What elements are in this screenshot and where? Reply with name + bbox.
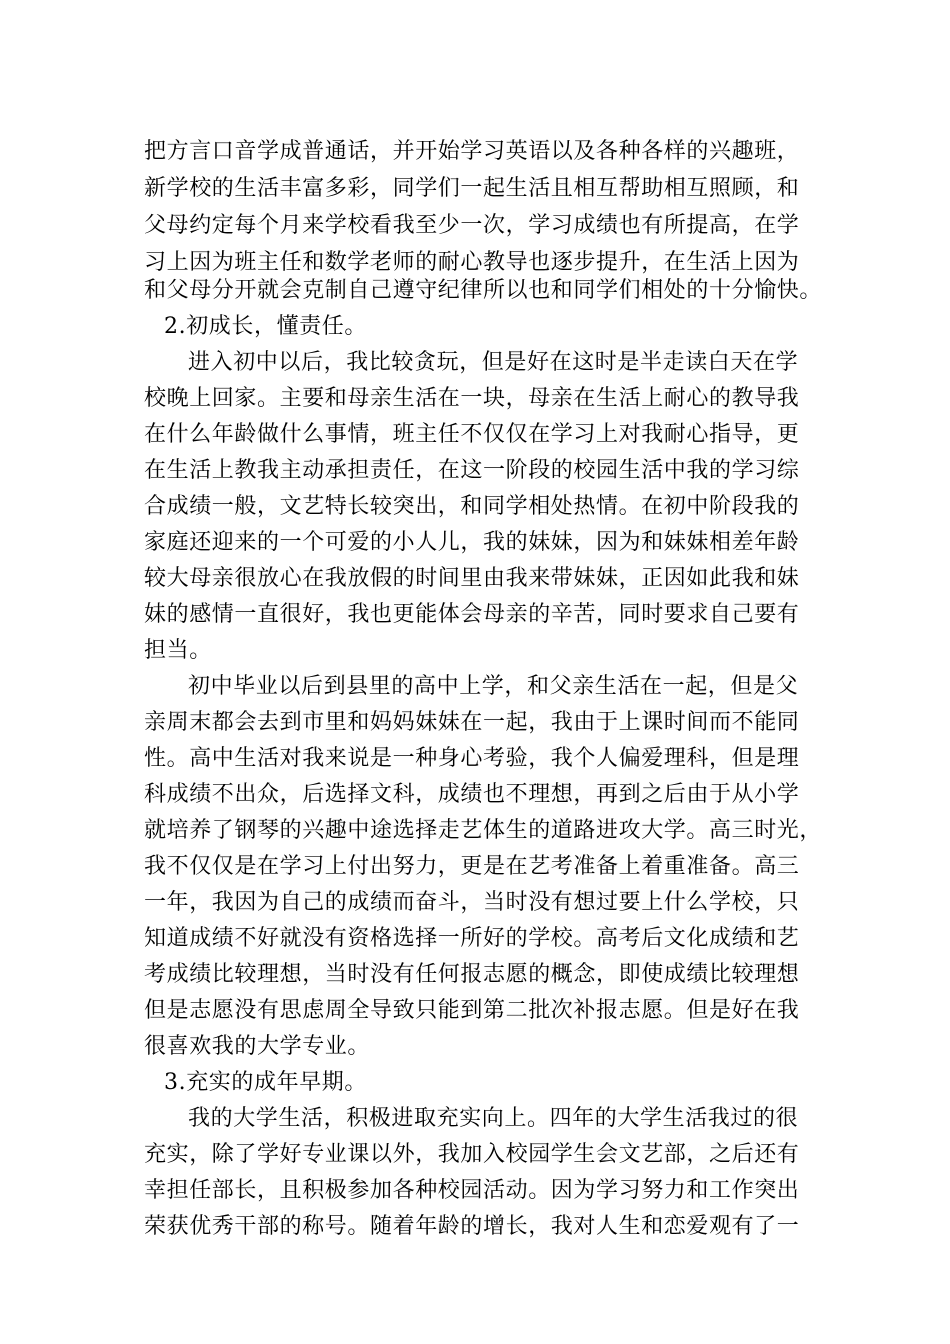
text-line: 合成绩一般，文艺特长较突出，和同学相处热情。在初中阶段我的 — [144, 494, 800, 519]
text-line: 很喜欢我的大学专业。 — [144, 1034, 371, 1059]
text-line: 充实，除了学好专业课以外，我加入校园学生会文艺部，之后还有 — [144, 1142, 800, 1167]
text-line: 考成绩比较理想，当时没有任何报志愿的概念，即使成绩比较理想 — [144, 962, 800, 987]
text-line: 知道成绩不好就没有资格选择一所好的学校。高考后文化成绩和艺 — [144, 926, 800, 951]
text-line: 就培养了钢琴的兴趣中途选择走艺体生的道路进攻大学。高三时光， — [144, 818, 823, 843]
text-line: 在什么年龄做什么事情，班主任不仅仅在学习上对我耐心指导，更 — [144, 422, 800, 447]
section-heading: 3.充实的成年早期。 — [164, 1070, 367, 1095]
text-line: 家庭还迎来的一个可爱的小人儿，我的妹妹，因为和妹妹相差年龄 — [144, 530, 800, 555]
text-line: 习上因为班主任和数学老师的耐心教导也逐步提升，在生活上因为 — [144, 250, 800, 275]
text-line: 妹的感情一直很好，我也更能体会母亲的辛苦，同时要求自己要有 — [144, 602, 800, 627]
text-line: 新学校的生活丰富多彩，同学们一起生活且相互帮助相互照顾，和 — [144, 176, 800, 201]
text-line: 把方言口音学成普通话，并开始学习英语以及各种各样的兴趣班， — [144, 139, 800, 164]
paragraph-first-line: 我的大学生活，积极进取充实向上。四年的大学生活我过的很 — [188, 1106, 799, 1131]
text-line: 幸担任部长，且积极参加各种校园活动。因为学习努力和工作突出 — [144, 1178, 800, 1203]
text-line: 校晚上回家。主要和母亲生活在一块，母亲在生活上耐心的教导我 — [144, 386, 800, 411]
text-line: 较大母亲很放心在我放假的时间里由我来带妹妹，正因如此我和妹 — [144, 566, 800, 591]
text-line: 但是志愿没有思虑周全导致只能到第二批次补报志愿。但是好在我 — [144, 998, 800, 1023]
text-line: 科成绩不出众，后选择文科，成绩也不理想，再到之后由于从小学 — [144, 782, 800, 807]
text-line: 我不仅仅是在学习上付出努力，更是在艺考准备上着重准备。高三 — [144, 854, 800, 879]
text-line: 一年，我因为自己的成绩而奋斗，当时没有想过要上什么学校，只 — [144, 890, 800, 915]
text-line: 和父母分开就会克制自己遵守纪律所以也和同学们相处的十分愉快。 — [144, 278, 823, 303]
paragraph-first-line: 初中毕业以后到县里的高中上学，和父亲生活在一起，但是父 — [188, 674, 799, 699]
text-line: 性。高中生活对我来说是一种身心考验，我个人偏爱理科，但是理 — [144, 746, 800, 771]
text-line: 担当。 — [144, 638, 212, 663]
text-line: 父母约定每个月来学校看我至少一次，学习成绩也有所提高，在学 — [144, 213, 800, 238]
text-line: 在生活上教我主动承担责任，在这一阶段的校园生活中我的学习综 — [144, 458, 800, 483]
text-line: 荣获优秀干部的称号。随着年龄的增长，我对人生和恋爱观有了一 — [144, 1214, 800, 1239]
paragraph-first-line: 进入初中以后，我比较贪玩，但是好在这时是半走读白天在学 — [188, 350, 799, 375]
text-line: 亲周末都会去到市里和妈妈妹妹在一起，我由于上课时间而不能同 — [144, 710, 800, 735]
section-heading: 2.初成长，懂责任。 — [164, 314, 367, 339]
